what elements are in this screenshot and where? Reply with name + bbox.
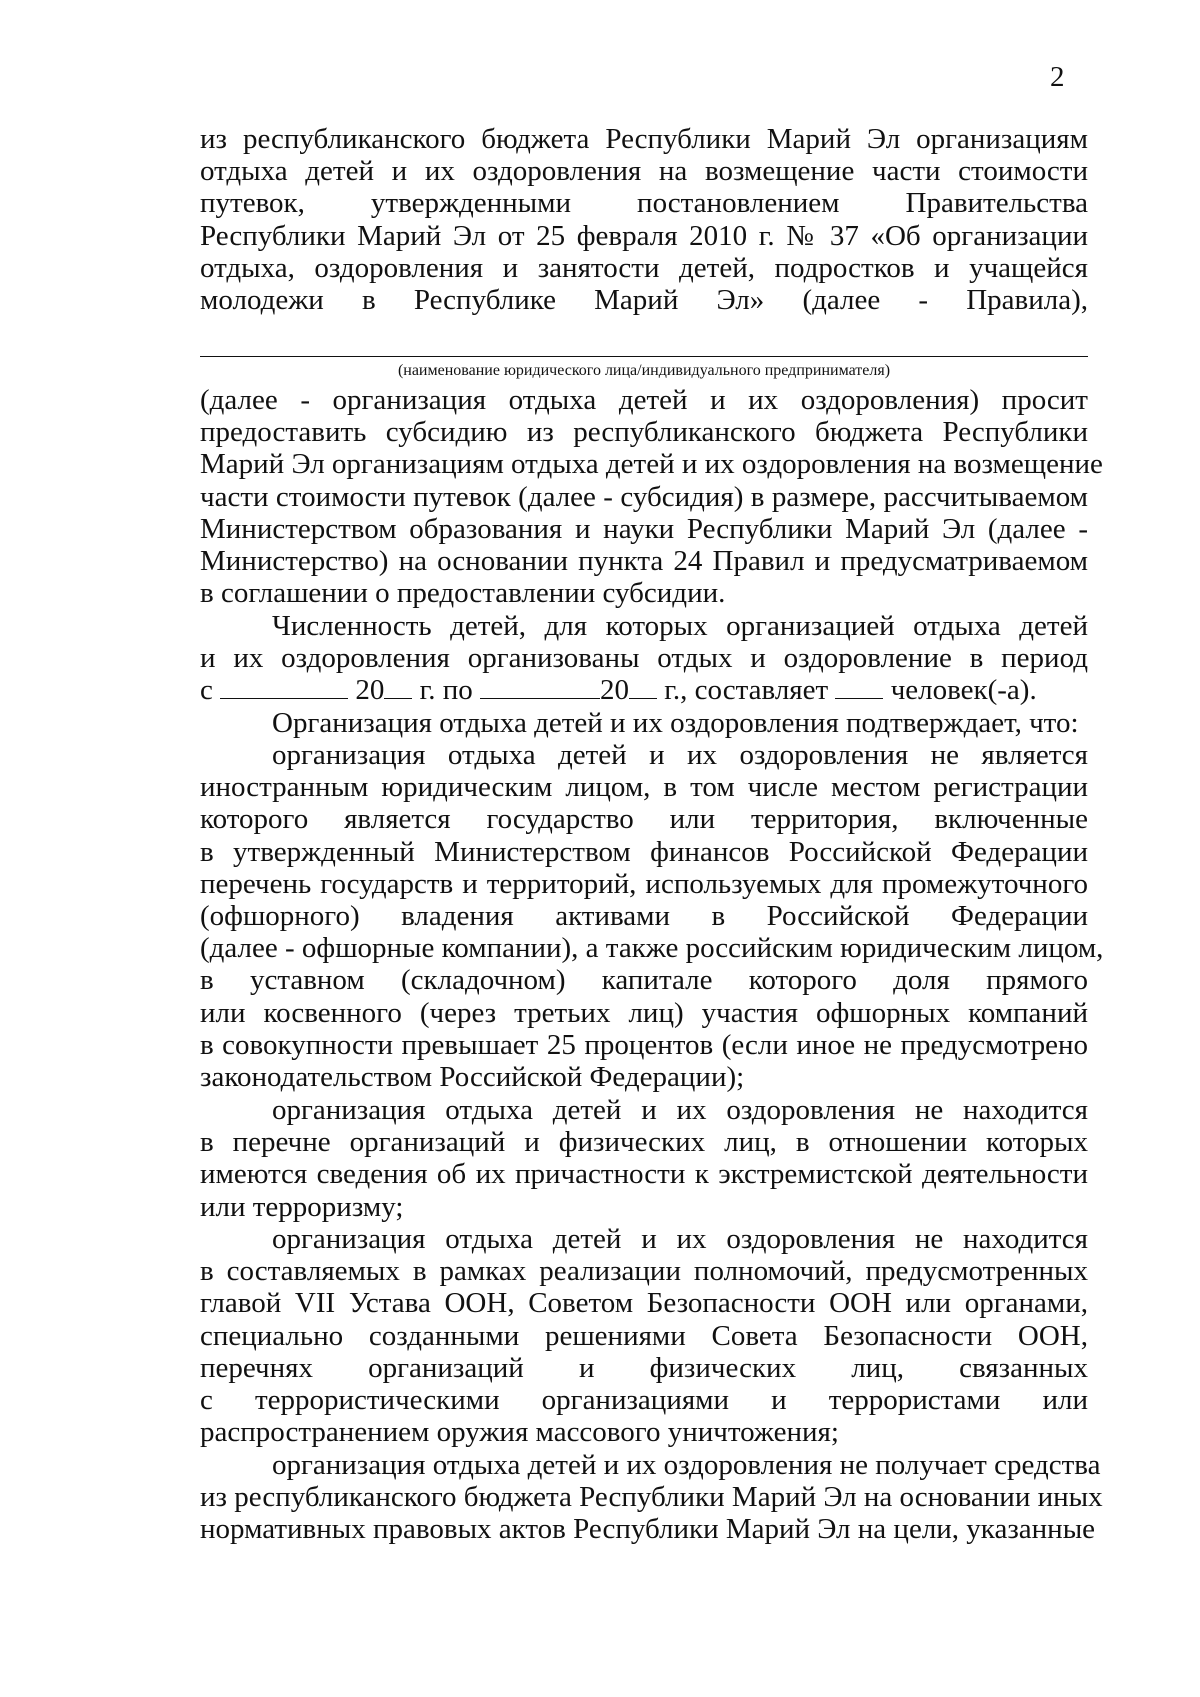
intro-paragraph xyxy=(200,123,1088,316)
text-line: части стоимости путевок (далее - субсидия) в размере, рассчитываемом xyxy=(200,480,1088,513)
text-line: или терроризму; xyxy=(200,1190,404,1223)
text-line: Численность детей, для которых организацией отдыха детей xyxy=(272,610,1088,642)
children-count-blank[interactable] xyxy=(835,674,883,699)
underline-caption: (наименование юридического лица/индивидуального предпринимателя) xyxy=(397,362,891,379)
extremism-paragraph xyxy=(200,1094,1088,1223)
text-line: из республиканского бюджета Республики Марий Эл организациям xyxy=(200,123,1088,155)
confirm-line: Организация отдыха детей и их оздоровления подтверждает, что: xyxy=(272,706,1079,739)
text-line: отдыха детей и их оздоровления на возмещение части стоимости xyxy=(200,155,1088,188)
text-line: с террористическими организациями и террористами или xyxy=(200,1383,1088,1416)
text-line: отдыха, оздоровления и занятости детей, подростков и учащейся xyxy=(200,251,1088,284)
children-count-paragraph xyxy=(200,610,1088,739)
period-middle: г. по xyxy=(419,674,473,707)
end-date-blank[interactable] xyxy=(480,674,600,699)
text-line: в совокупности превышает 25 процентов (если иное не предусмотрено xyxy=(200,1028,1088,1061)
period-after-year: г., составляет xyxy=(664,674,829,707)
text-line: молодежи в Республике Марий Эл» (далее - Правила), xyxy=(200,283,1088,316)
text-line: Министерством образования и науки Республики Марий Эл (далее - xyxy=(200,512,1088,545)
end-year-blank[interactable] xyxy=(629,674,657,699)
text-line: перечнях организаций и физических лиц, связанных xyxy=(200,1351,1088,1384)
text-line: в составляемых в рамках реализации полномочий, предусмотренных xyxy=(200,1255,1088,1288)
text-line: законодательством Российской Федерации); xyxy=(200,1060,745,1093)
text-line: иностранным юридическим лицом, в том числе местом регистрации xyxy=(200,771,1088,804)
text-line: нормативных правовых актов Республики Марий Эл на цели, указанные xyxy=(200,1513,1096,1546)
period-line xyxy=(200,674,1088,706)
start-date-blank[interactable] xyxy=(220,674,348,699)
period-suffix: человек(-а). xyxy=(890,674,1037,707)
text-line: распространением оружия массового уничтожения; xyxy=(200,1416,839,1449)
text-line: организация отдыха детей и их оздоровления не получает средства xyxy=(272,1449,1101,1481)
text-line: организация отдыха детей и их оздоровления не находится xyxy=(272,1094,1088,1126)
text-line: в перечне организаций и физических лиц, в отношении которых xyxy=(200,1126,1088,1159)
text-line: Министерство) на основании пункта 24 Правил и предусматриваемом xyxy=(200,544,1088,577)
text-line: главой VII Устава ООН, Советом Безопасности ООН или органами, xyxy=(200,1287,1088,1320)
text-line: Марий Эл организациям отдыха детей и их оздоровления на возмещение xyxy=(200,448,1103,481)
text-line: в уставном (складочном) капитале которого доля прямого xyxy=(200,964,1088,997)
text-line: в утвержденный Министерством финансов Российской Федерации xyxy=(200,835,1088,868)
start-year-blank[interactable] xyxy=(384,674,412,699)
text-line: перечень государств и территорий, используемых для промежуточного xyxy=(200,867,1088,900)
text-line: которого является государство или территория, включенные xyxy=(200,803,1088,836)
text-line: путевок, утвержденными постановлением Правительства xyxy=(200,187,1088,220)
request-paragraph xyxy=(200,384,1103,610)
text-line: предоставить субсидию из республиканского бюджета Республики xyxy=(200,416,1088,449)
text-line: организация отдыха детей и их оздоровления не является xyxy=(272,739,1088,771)
text-line: (офшорного) владения активами в Российской Федерации xyxy=(200,899,1088,932)
text-line: (далее - организация отдыха детей и их оздоровления) просит xyxy=(200,384,1088,416)
un-sanctions-paragraph xyxy=(200,1223,1088,1448)
text-line: (далее - офшорные компании), а также российским юридическим лицом, xyxy=(200,932,1104,965)
text-line: в соглашении о предоставлении субсидии. xyxy=(200,577,726,610)
text-line: или косвенного (через третьих лиц) участия офшорных компаний xyxy=(200,996,1088,1029)
page-number: 2 xyxy=(1050,61,1065,93)
text-line: из республиканского бюджета Республики Марий Эл на основании иных xyxy=(200,1481,1103,1514)
text-line: организация отдыха детей и их оздоровления не находится xyxy=(272,1223,1088,1255)
funds-paragraph xyxy=(200,1449,1103,1546)
offshore-paragraph xyxy=(200,739,1104,1093)
text-line: и их оздоровления организованы отдых и оздоровление в период xyxy=(200,642,1088,675)
text-line: имеются сведения об их причастности к экстремистской деятельности xyxy=(200,1158,1088,1191)
text-line: специально созданными решениями Совета Безопасности ООН, xyxy=(200,1319,1088,1352)
name-fill-line xyxy=(200,356,1088,357)
year-prefix-2: 20 xyxy=(600,674,630,707)
text-line: Республики Марий Эл от 25 февраля 2010 г. № 37 «Об организации xyxy=(200,219,1088,252)
period-prefix: с xyxy=(200,674,213,707)
year-prefix-1: 20 xyxy=(355,674,385,707)
